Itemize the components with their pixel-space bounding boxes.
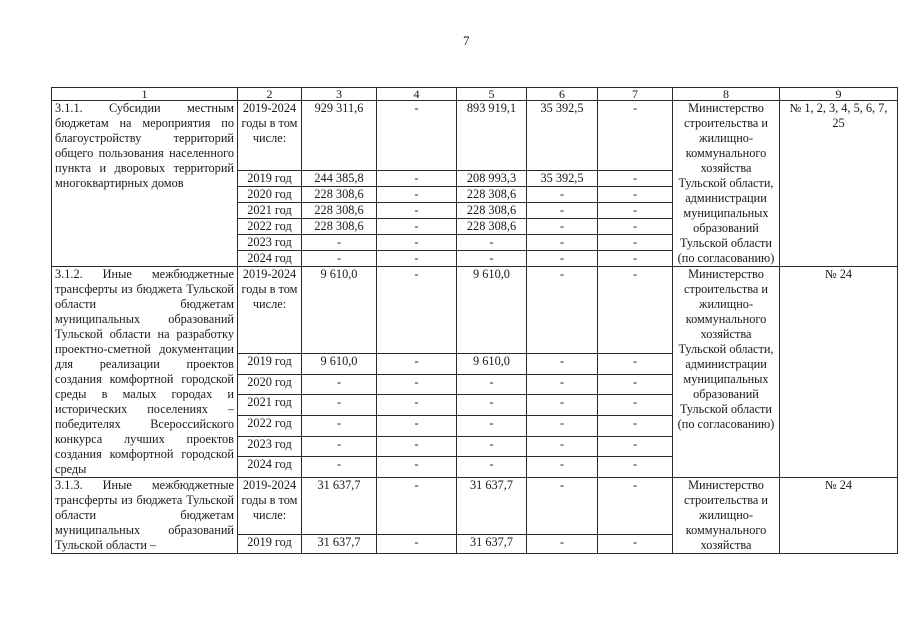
column-header: 9: [780, 88, 898, 101]
amount-cell-c6: 35 392,5: [527, 101, 598, 171]
amount-cell-c7: -: [598, 170, 673, 186]
table-row: [52, 101, 898, 171]
column-header: 1: [52, 88, 238, 101]
amount-cell-c5: 228 308,6: [457, 218, 527, 234]
period-label: 2023 год: [238, 234, 302, 250]
amount-cell-c7: -: [598, 478, 673, 535]
amount-cell-c5: 228 308,6: [457, 186, 527, 202]
amount-cell-c5: -: [457, 395, 527, 416]
amount-cell-c7: -: [598, 250, 673, 266]
period-label: 2021 год: [238, 395, 302, 416]
amount-cell-c5: -: [457, 234, 527, 250]
period-label: 2019 год: [238, 353, 302, 374]
indicator-cell: № 24: [780, 478, 898, 554]
period-label: 2020 год: [238, 374, 302, 395]
indicator-cell: № 24: [780, 267, 898, 478]
column-header: 2: [238, 88, 302, 101]
amount-cell-c5: -: [457, 436, 527, 457]
amount-cell-c5: 9 610,0: [457, 353, 527, 374]
executor-cell: Министерство строительства и жилищно-коммунального хозяйства: [673, 478, 780, 554]
column-header: 8: [673, 88, 780, 101]
period-label: 2021 год: [238, 202, 302, 218]
amount-cell-c4: -: [377, 218, 457, 234]
amount-cell-c3: 244 385,8: [302, 170, 377, 186]
table-row: [52, 478, 898, 535]
amount-cell-c4: -: [377, 395, 457, 416]
column-header: 7: [598, 88, 673, 101]
period-label: 2019 год: [238, 535, 302, 554]
indicator-cell: № 1, 2, 3, 4, 5, 6, 7, 25: [780, 101, 898, 267]
period-label: 2019-2024 годы в том числе:: [238, 267, 302, 354]
amount-cell-c4: -: [377, 170, 457, 186]
period-label: 2019-2024 годы в том числе:: [238, 478, 302, 535]
amount-cell-c5: 9 610,0: [457, 267, 527, 354]
amount-cell-c6: -: [527, 218, 598, 234]
amount-cell-c7: -: [598, 267, 673, 354]
amount-cell-c7: -: [598, 353, 673, 374]
amount-cell-c3: 228 308,6: [302, 186, 377, 202]
amount-cell-c4: -: [377, 436, 457, 457]
amount-cell-c6: -: [527, 186, 598, 202]
amount-cell-c6: -: [527, 457, 598, 478]
amount-cell-c3: 9 610,0: [302, 353, 377, 374]
amount-cell-c5: -: [457, 250, 527, 266]
column-header: 3: [302, 88, 377, 101]
period-label: 2020 год: [238, 186, 302, 202]
amount-cell-c6: -: [527, 478, 598, 535]
amount-cell-c7: -: [598, 457, 673, 478]
amount-cell-c6: -: [527, 436, 598, 457]
amount-cell-c7: -: [598, 535, 673, 554]
amount-cell-c4: -: [377, 535, 457, 554]
amount-cell-c4: -: [377, 101, 457, 171]
amount-cell-c3: -: [302, 234, 377, 250]
amount-cell-c5: 208 993,3: [457, 170, 527, 186]
period-label: 2022 год: [238, 415, 302, 436]
amount-cell-c6: -: [527, 374, 598, 395]
period-label: 2024 год: [238, 250, 302, 266]
amount-cell-c7: -: [598, 395, 673, 416]
period-label: 2022 год: [238, 218, 302, 234]
measure-description: 3.1.3. Иные межбюджетные трансферты из бюджета Тульской области бюджетам муниципальных образований Тульской области –: [52, 478, 238, 554]
column-header-row: [52, 88, 898, 101]
amount-cell-c7: -: [598, 186, 673, 202]
measure-description: 3.1.1. Субсидии местным бюджетам на мероприятия по благоустройству территорий общего пользования населенного пункта и дворовых территорий многоквартирных домов: [52, 101, 238, 267]
amount-cell-c3: 228 308,6: [302, 202, 377, 218]
amount-cell-c6: -: [527, 395, 598, 416]
amount-cell-c5: -: [457, 374, 527, 395]
amount-cell-c4: -: [377, 478, 457, 535]
period-label: 2023 год: [238, 436, 302, 457]
amount-cell-c3: -: [302, 374, 377, 395]
amount-cell-c6: 35 392,5: [527, 170, 598, 186]
amount-cell-c5: 31 637,7: [457, 478, 527, 535]
amount-cell-c3: -: [302, 436, 377, 457]
amount-cell-c3: 228 308,6: [302, 218, 377, 234]
amount-cell-c4: -: [377, 250, 457, 266]
amount-cell-c3: -: [302, 457, 377, 478]
amount-cell-c4: -: [377, 186, 457, 202]
amount-cell-c3: 31 637,7: [302, 535, 377, 554]
amount-cell-c6: -: [527, 535, 598, 554]
amount-cell-c4: -: [377, 353, 457, 374]
amount-cell-c3: 9 610,0: [302, 267, 377, 354]
amount-cell-c3: -: [302, 415, 377, 436]
amount-cell-c6: -: [527, 250, 598, 266]
amount-cell-c4: -: [377, 415, 457, 436]
executor-cell: Министерство строительства и жилищно-коммунального хозяйства Тульской области, администрации муниципальных образований Тульской области (по согласованию): [673, 267, 780, 478]
amount-cell-c6: -: [527, 202, 598, 218]
amount-cell-c6: -: [527, 415, 598, 436]
amount-cell-c4: -: [377, 374, 457, 395]
amount-cell-c4: -: [377, 202, 457, 218]
amount-cell-c3: -: [302, 395, 377, 416]
amount-cell-c6: -: [527, 234, 598, 250]
amount-cell-c4: -: [377, 457, 457, 478]
amount-cell-c7: -: [598, 415, 673, 436]
amount-cell-c5: 31 637,7: [457, 535, 527, 554]
amount-cell-c3: 31 637,7: [302, 478, 377, 535]
period-label: 2019-2024 годы в том числе:: [238, 101, 302, 171]
page-number: 7: [463, 33, 470, 48]
amount-cell-c7: -: [598, 374, 673, 395]
amount-cell-c7: -: [598, 101, 673, 171]
amount-cell-c5: 893 919,1: [457, 101, 527, 171]
amount-cell-c6: -: [527, 353, 598, 374]
table-row: [52, 267, 898, 354]
measure-description: 3.1.2. Иные межбюджетные трансферты из бюджета Тульской области бюджетам муниципальных образований Тульской области на разработку проектно-сметной документации для реализации проектов создания комфортной городской среды в малых городах и исторических поселениях – победителях Всероссийского конкурса лучших проектов создания комфортной городской среды: [52, 267, 238, 478]
amount-cell-c5: -: [457, 415, 527, 436]
amount-cell-c4: -: [377, 267, 457, 354]
amount-cell-c7: -: [598, 436, 673, 457]
amount-cell-c7: -: [598, 202, 673, 218]
amount-cell-c7: -: [598, 234, 673, 250]
column-header: 6: [527, 88, 598, 101]
period-label: 2024 год: [238, 457, 302, 478]
amount-cell-c6: -: [527, 267, 598, 354]
column-header: 5: [457, 88, 527, 101]
amount-cell-c7: -: [598, 218, 673, 234]
amount-cell-c3: 929 311,6: [302, 101, 377, 171]
amount-cell-c3: -: [302, 250, 377, 266]
period-label: 2019 год: [238, 170, 302, 186]
amount-cell-c5: -: [457, 457, 527, 478]
amount-cell-c4: -: [377, 234, 457, 250]
amount-cell-c5: 228 308,6: [457, 202, 527, 218]
executor-cell: Министерство строительства и жилищно-коммунального хозяйства Тульской области, администрации муниципальных образований Тульской области (по согласованию): [673, 101, 780, 267]
column-header: 4: [377, 88, 457, 101]
budget-table: [51, 87, 898, 554]
